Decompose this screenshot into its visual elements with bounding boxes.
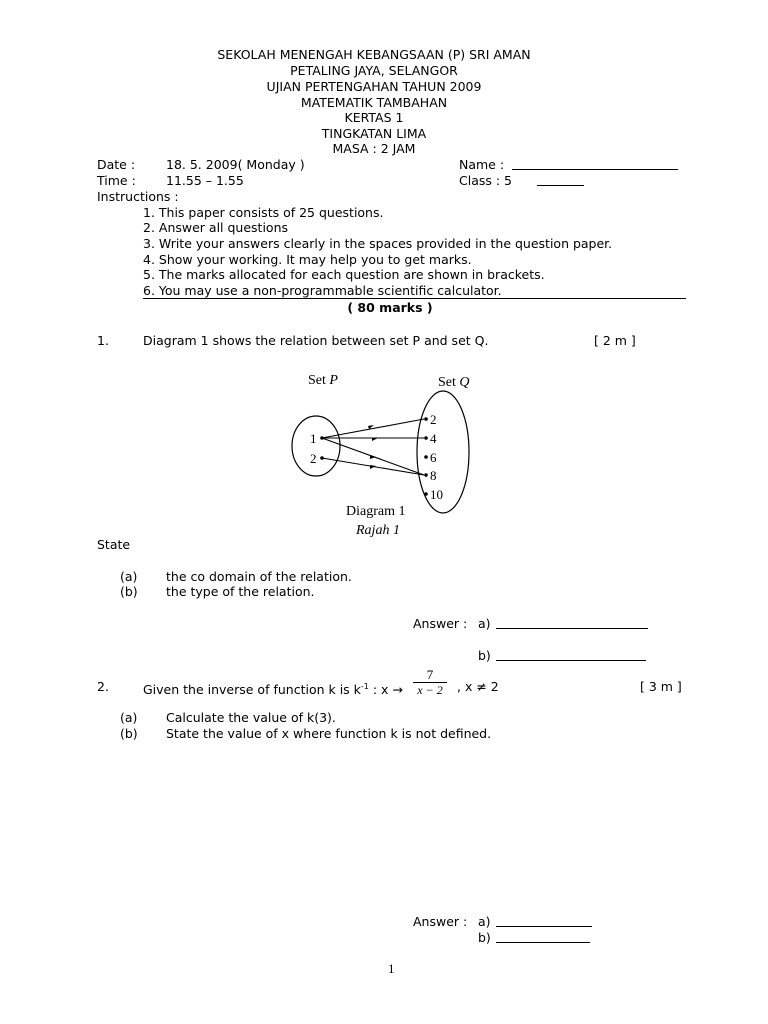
q2-answer-label: Answer : xyxy=(413,914,468,929)
instruction-item: 4. Show your working. It may help you to get marks. xyxy=(143,252,472,267)
subject-title: MATEMATIK TAMBAHAN xyxy=(300,95,448,110)
diagram-caption: Diagram 1 xyxy=(346,504,406,519)
q2-answer-b-label: b) xyxy=(478,930,491,945)
total-marks: ( 80 marks ) xyxy=(347,300,433,315)
q1-state: State xyxy=(97,537,131,552)
q1-answer-b-label: b) xyxy=(478,648,491,663)
q2-answer-b-field[interactable] xyxy=(496,930,590,943)
instruction-item: 3. Write your answers clearly in the spaces provided in the question paper. xyxy=(143,236,613,251)
date-value: 18. 5. 2009( Monday ) xyxy=(166,157,305,172)
q2-answer-a-field[interactable] xyxy=(496,914,592,927)
q-element: 2 xyxy=(430,412,437,427)
exam-title: UJIAN PERTENGAHAN TAHUN 2009 xyxy=(266,79,482,94)
instruction-item: 6. You may use a non-programmable scientific calculator. xyxy=(143,283,502,298)
paper-title: KERTAS 1 xyxy=(344,110,404,125)
date-label: Date : xyxy=(97,157,136,172)
name-label: Name : xyxy=(459,157,505,172)
diagram-caption-malay: Rajah 1 xyxy=(356,523,400,538)
q2-number: 2. xyxy=(97,679,109,694)
instructions-title: Instructions : xyxy=(97,189,179,204)
q-element: 10 xyxy=(430,487,443,502)
q2-condition: , x ≠ 2 xyxy=(457,679,499,694)
duration: MASA : 2 JAM xyxy=(332,141,416,156)
p-element: 2 xyxy=(310,451,317,466)
q2-answer-a-label: a) xyxy=(478,914,491,929)
q1-marks: [ 2 m ] xyxy=(594,333,636,348)
mapping-arrow xyxy=(322,419,424,438)
q2-part-text: State the value of x where function k is not defined. xyxy=(166,726,492,741)
q2-fraction: $\frac{7}{x - 2}$ xyxy=(413,668,447,697)
p-element: 1 xyxy=(310,431,317,446)
name-field[interactable] xyxy=(512,157,678,170)
class-field[interactable] xyxy=(537,173,584,186)
q1-number: 1. xyxy=(97,333,109,348)
q1-answer-b-field[interactable] xyxy=(496,648,646,661)
class-label: Class : 5 xyxy=(459,173,512,188)
instruction-item: 5. The marks allocated for each question are shown in brackets. xyxy=(143,267,545,282)
q1-part-label: (a) xyxy=(120,569,138,584)
instruction-item: 1. This paper consists of 25 questions. xyxy=(143,205,384,220)
q1-part-label: (b) xyxy=(120,584,138,599)
q2-text: Given the inverse of function k is $k^{-1}$ : x → xyxy=(143,682,403,698)
q1-part-text: the type of the relation. xyxy=(166,584,315,599)
q1-answer-a-label: a) xyxy=(478,616,491,631)
instruction-item: 2. Answer all questions xyxy=(143,220,289,235)
q2-part-text: Calculate the value of k(3). xyxy=(166,710,336,725)
q2-part-label: (a) xyxy=(120,710,138,725)
q1-answer-label: Answer : xyxy=(413,616,468,631)
set-p-label: Set P xyxy=(308,373,338,388)
q-element: 4 xyxy=(430,431,437,446)
school-name: SEKOLAH MENENGAH KEBANGSAAN (P) SRI AMAN xyxy=(217,47,531,62)
instructions-divider xyxy=(143,298,686,299)
q2-part-label: (b) xyxy=(120,726,138,741)
diagram-1 xyxy=(280,362,500,542)
page-number: 1 xyxy=(388,961,395,976)
set-q-label: Set Q xyxy=(438,375,470,390)
q2-marks: [ 3 m ] xyxy=(640,679,682,694)
q-element: 6 xyxy=(430,450,437,465)
set-p-oval xyxy=(292,416,340,476)
time-label: Time : xyxy=(97,173,136,188)
q1-part-text: the co domain of the relation. xyxy=(166,569,352,584)
form-title: TINGKATAN LIMA xyxy=(321,126,427,141)
school-location: PETALING JAYA, SELANGOR xyxy=(290,63,458,78)
q1-text: Diagram 1 shows the relation between set P and set Q. xyxy=(143,333,489,348)
q-element: 8 xyxy=(430,468,437,483)
time-value: 11.55 – 1.55 xyxy=(166,173,244,188)
q1-answer-a-field[interactable] xyxy=(496,616,648,629)
